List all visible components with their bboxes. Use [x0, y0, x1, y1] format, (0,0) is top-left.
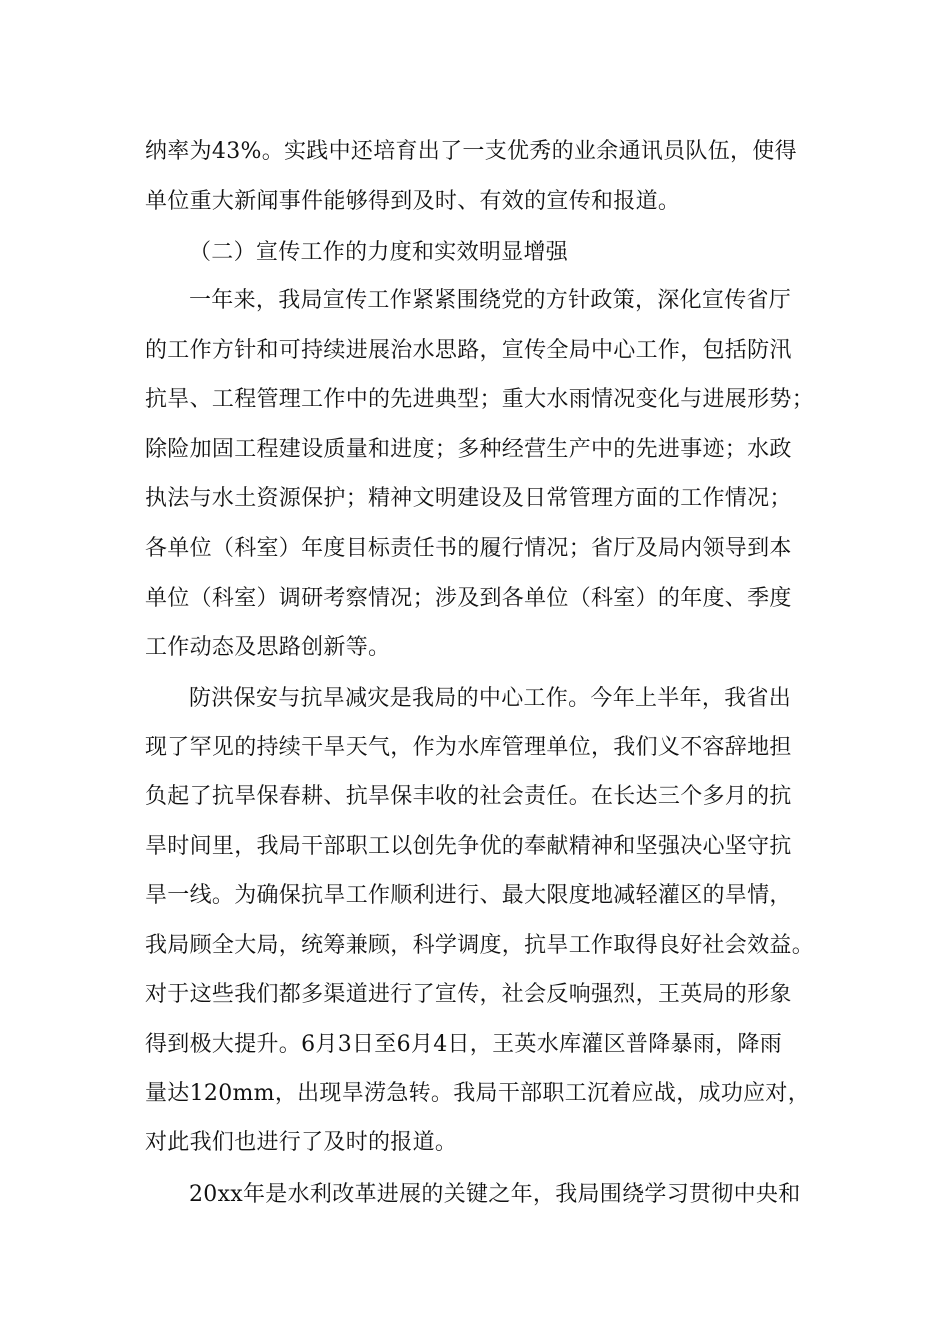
- text-line: 抗旱、工程管理工作中的先进典型；重大水雨情况变化与进展形势；: [145, 387, 815, 412]
- text-line: 执法与水土资源保护；精神文明建设及日常管理方面的工作情况；: [145, 486, 792, 511]
- text-line: 我局顾全大局，统筹兼顾，科学调度，抗旱工作取得良好社会效益。: [145, 933, 815, 958]
- text-line: 各单位（科室）年度目标责任书的履行情况；省厅及局内领导到本: [145, 536, 792, 561]
- text-line: 旱一线。为确保抗旱工作顺利进行、最大限度地减轻灌区的旱情，: [145, 883, 792, 908]
- text-line: 旱时间里，我局干部职工以创先争优的奉献精神和坚强决心坚守抗: [145, 834, 792, 859]
- text-line: 负起了抗旱保春耕、抗旱保丰收的社会责任。在长达三个多月的抗: [145, 784, 792, 809]
- section-heading: （二）宣传工作的力度和实效明显增强: [189, 240, 569, 265]
- text-line: 纳率为43%。实践中还培育出了一支优秀的业余通讯员队伍，使得: [145, 139, 797, 164]
- text-line: 现了罕见的持续干旱天气，作为水库管理单位，我们义不容辞地担: [145, 735, 792, 760]
- text-line: 单位重大新闻事件能够得到及时、有效的宣传和报道。: [145, 189, 681, 214]
- text-line: 的工作方针和可持续进展治水思路，宣传全局中心工作，包括防汛: [145, 338, 792, 363]
- text-line: 除险加固工程建设质量和进度；多种经营生产中的先进事迹；水政: [145, 437, 792, 462]
- text-line: 单位（科室）调研考察情况；涉及到各单位（科室）的年度、季度: [145, 586, 792, 611]
- text-line: 得到极大提升。6月3日至6月4日，王英水库灌区普降暴雨，降雨: [145, 1032, 782, 1057]
- text-line: 工作动态及思路创新等。: [145, 635, 391, 660]
- paragraph-first-line: 一年来，我局宣传工作紧紧围绕党的方针政策，深化宣传省厅: [189, 288, 792, 313]
- paragraph-first-line: 20xx年是水利改革进展的关键之年，我局围绕学习贯彻中央和: [189, 1182, 801, 1207]
- text-line: 量达120mm，出现旱涝急转。我局干部职工沉着应战，成功应对，: [145, 1081, 811, 1106]
- paragraph-first-line: 防洪保安与抗旱减灾是我局的中心工作。今年上半年，我省出: [189, 686, 792, 711]
- text-line: 对此我们也进行了及时的报道。: [145, 1130, 458, 1155]
- text-line: 对于这些我们都多渠道进行了宣传，社会反响强烈，王英局的形象: [145, 982, 792, 1007]
